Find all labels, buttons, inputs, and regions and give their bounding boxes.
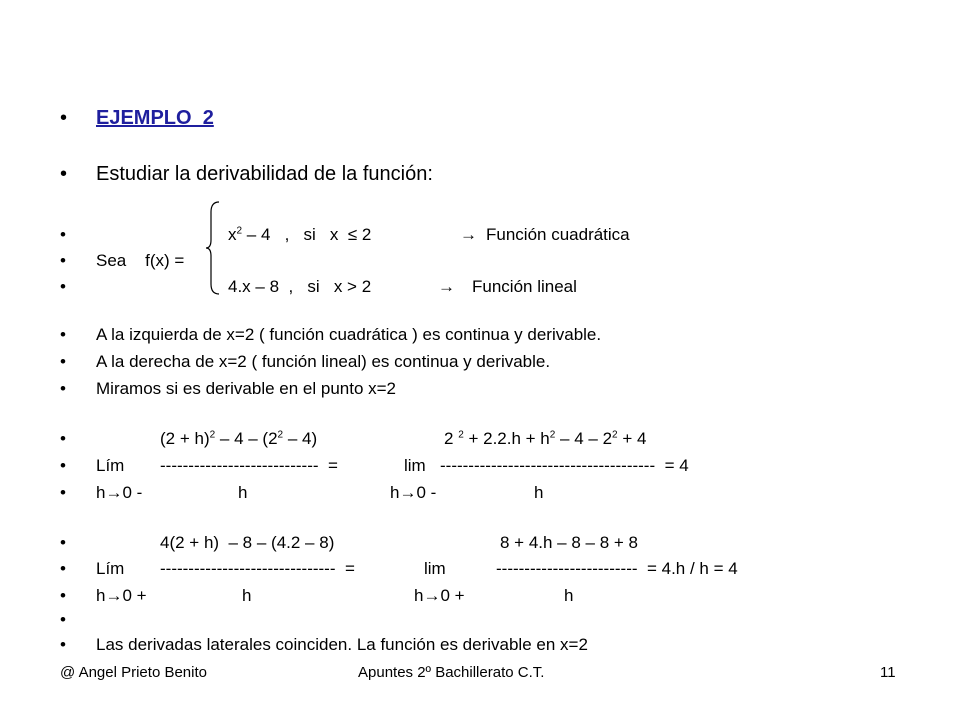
limit-left-numerator-2: 2 $^2 + 2.2.h + h^2 - 4 - 2^2 + 4$	[444, 429, 647, 448]
bullet-icon: •	[60, 251, 66, 270]
bullet-icon: •	[60, 352, 66, 371]
bullet-icon: •	[60, 586, 66, 605]
bullet-icon: •	[60, 107, 68, 129]
bullet-icon: •	[60, 610, 66, 629]
piecewise-case-1: $x^2 - 4$ , si x ≤ 2	[228, 225, 372, 244]
intro-text: Estudiar la derivabilidad de la función:	[96, 163, 433, 185]
limit-left-numerator-1: $(2 + h)^2 - 4 - (2^2 - 4)$	[160, 429, 318, 448]
denominator: h	[238, 483, 248, 502]
limit-label: lim	[404, 456, 426, 475]
fraction-bar: ---------------------------- =	[160, 456, 338, 475]
page-number: 11	[880, 664, 896, 681]
limit-right-numerator-2: 8 + 4.h – 8 – 8 + 8	[500, 533, 639, 552]
fraction-bar: ------------------------- = 4.h / h = 4	[496, 559, 738, 578]
case-1-label: Función cuadrática	[486, 225, 630, 244]
limit-label: lim	[424, 559, 446, 578]
note-line: Miramos si es derivable en el punto x=2	[96, 379, 397, 398]
fraction-bar: -------------------------------------- = 4	[440, 456, 689, 475]
bullet-icon: •	[60, 559, 66, 578]
limit-label: Lím	[96, 456, 125, 475]
arrow-icon: →	[423, 586, 441, 605]
bullet-icon: •	[60, 225, 66, 244]
note-line: A la izquierda de x=2 ( función cuadrática ) es continua y derivable.	[96, 325, 602, 344]
case-2-label: Función lineal	[472, 277, 577, 296]
limit-approach: h→0 -	[96, 483, 143, 502]
bullet-icon: •	[60, 483, 66, 502]
bullet-icon: •	[60, 635, 66, 654]
denominator: h	[242, 586, 252, 605]
limit-approach: h→0 -	[390, 483, 437, 502]
bullet-icon: •	[60, 429, 66, 448]
arrow-icon: →	[105, 586, 123, 605]
bullet-icon: •	[60, 325, 66, 344]
arrow-icon: →	[105, 483, 123, 502]
bullet-icon: •	[60, 456, 66, 475]
arrow-icon: →	[399, 483, 417, 502]
limit-approach: h→0 +	[96, 586, 147, 605]
bullet-icon: •	[60, 277, 66, 296]
left-brace-icon	[205, 200, 221, 296]
note-line: A la derecha de x=2 ( función lineal) es continua y derivable.	[96, 352, 551, 371]
denominator: h	[564, 586, 574, 605]
conclusion-text: Las derivadas laterales coinciden. La función es derivable en x=2	[96, 635, 588, 654]
footer-course: Apuntes 2º Bachillerato C.T.	[358, 664, 545, 681]
bullet-icon: •	[60, 379, 66, 398]
bullet-icon: •	[60, 533, 66, 552]
function-label: Sea f(x) =	[96, 251, 185, 270]
piecewise-case-2: 4.x – 8 , si x > 2	[228, 277, 372, 296]
limit-label: Lím	[96, 559, 125, 578]
fraction-bar: ------------------------------- =	[160, 559, 355, 578]
bullet-icon: •	[60, 163, 68, 185]
limit-right-numerator-1: 4(2 + h) – 8 – (4.2 – 8)	[160, 533, 335, 552]
arrow-icon: →	[438, 277, 455, 296]
arrow-icon: →	[460, 225, 477, 244]
denominator: h	[534, 483, 544, 502]
footer-author: @ Angel Prieto Benito	[60, 664, 207, 681]
limit-approach: h→0 +	[414, 586, 465, 605]
slide-title: EJEMPLO 2	[96, 107, 214, 129]
